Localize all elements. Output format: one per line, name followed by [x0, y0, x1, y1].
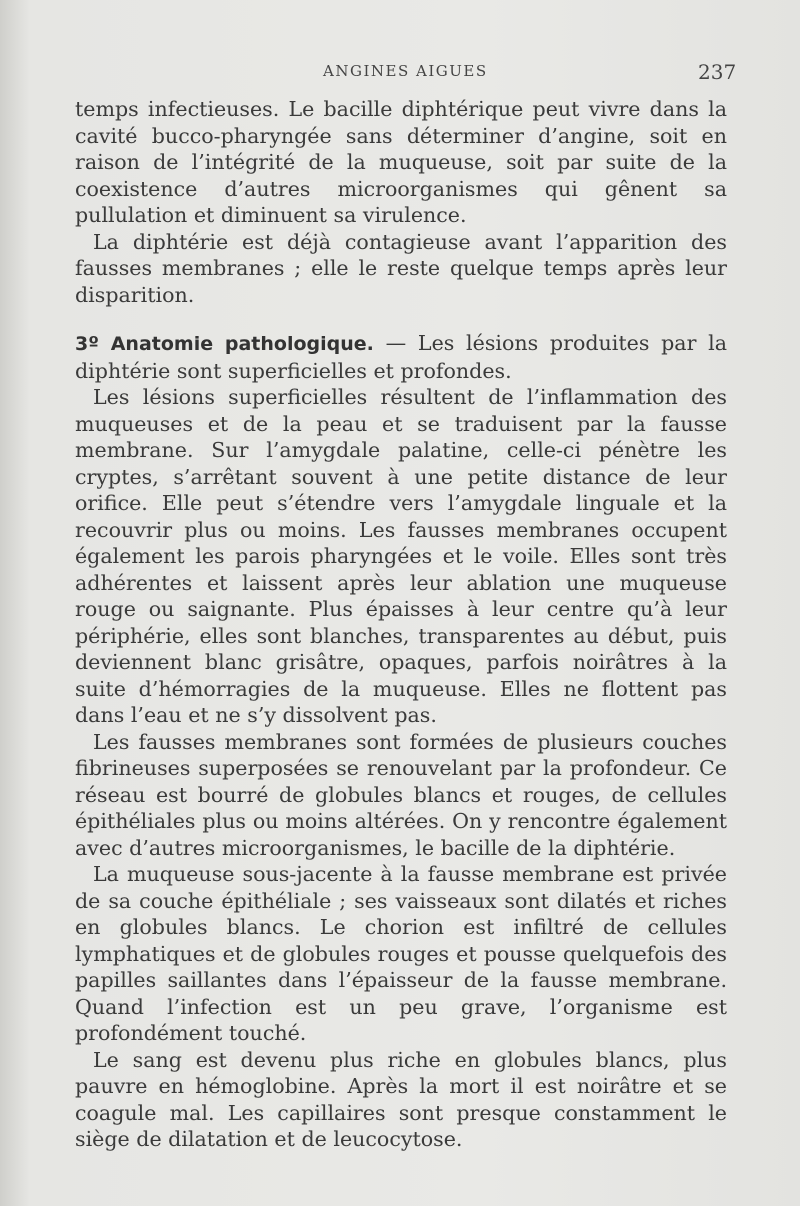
body-text — [75, 96, 727, 1153]
paragraph: Les fausses membranes sont formées de plusieurs couches fibrineuses superposées se renouvelant par la profondeur. Ce réseau est bourré de globules blancs et rouges, de cellules épithéliales plus ou moins altérées. On y rencontre également avec d’autres microorganismes, le bacille de la diphtérie. — [75, 729, 727, 860]
page-header — [0, 58, 800, 88]
paragraph: La diphtérie est déjà contagieuse avant l’apparition des fausses membranes ; elle le reste quelque temps après leur disparition. — [75, 229, 727, 307]
section-paragraph — [75, 330, 727, 384]
paragraph: Les lésions superficielles résultent de l’inflammation des muqueuses et de la peau et se traduisent par la fausse membrane. Sur l’amygdale palatine, celle-ci pénètre les cryptes, s’arrêtant souvent à une petite distance de leur orifice. Elle peut s’étendre vers l’amygdale linguale et la recouvrir plus ou moins. Les fausses membranes occupent également les parois pharyngées et le voile. Elles sont très adhérentes et laissent après leur ablation une muqueuse rouge ou saignante. Plus épaisses à leur centre qu’à leur périphérie, elles sont blanches, transparentes au début, puis deviennent blanc grisâtre, opaques, parfois noirâtres à la suite d’hémorragies de la muqueuse. Elles ne flottent pas dans l’eau et ne s’y dissolvent pas. — [75, 385, 727, 727]
page-number: 237 — [698, 60, 737, 84]
paragraph: Le sang est devenu plus riche en globules blancs, plus pauvre en hémoglobine. Après la mort il est noirâtre et se coagule mal. Les capillaires sont presque constamment le siège de dilatation et de leucocytose. — [75, 1047, 727, 1151]
paragraph: temps infectieuses. Le bacille diphtérique peut vivre dans la cavité bucco-pharyngée sans déterminer d’angine, soit en raison de l’intégrité de la muqueuse, soit par suite de la coexistence d’autres microorganismes qui gênent sa pullulation et diminuent sa virulence. — [75, 97, 727, 227]
paragraph: La muqueuse sous-jacente à la fausse membrane est privée de sa couche épithéliale ; ses vaisseaux sont dilatés et riches en globules blancs. Le chorion est infiltré de cellules lymphatiques et de globules rouges et pousse quelquefois des papilles saillantes dans l’épaisseur de la fausse membrane. Quand l’infection est un peu grave, l’organisme est profondément touché. — [75, 862, 727, 1045]
section-heading: 3º Anatomie pathologique. — [75, 333, 374, 355]
running-title: ANGINES AIGUES — [323, 62, 488, 80]
section-lead-text: — Les lésions produites par la diphtérie sont superficielles et profondes. — [75, 331, 728, 383]
